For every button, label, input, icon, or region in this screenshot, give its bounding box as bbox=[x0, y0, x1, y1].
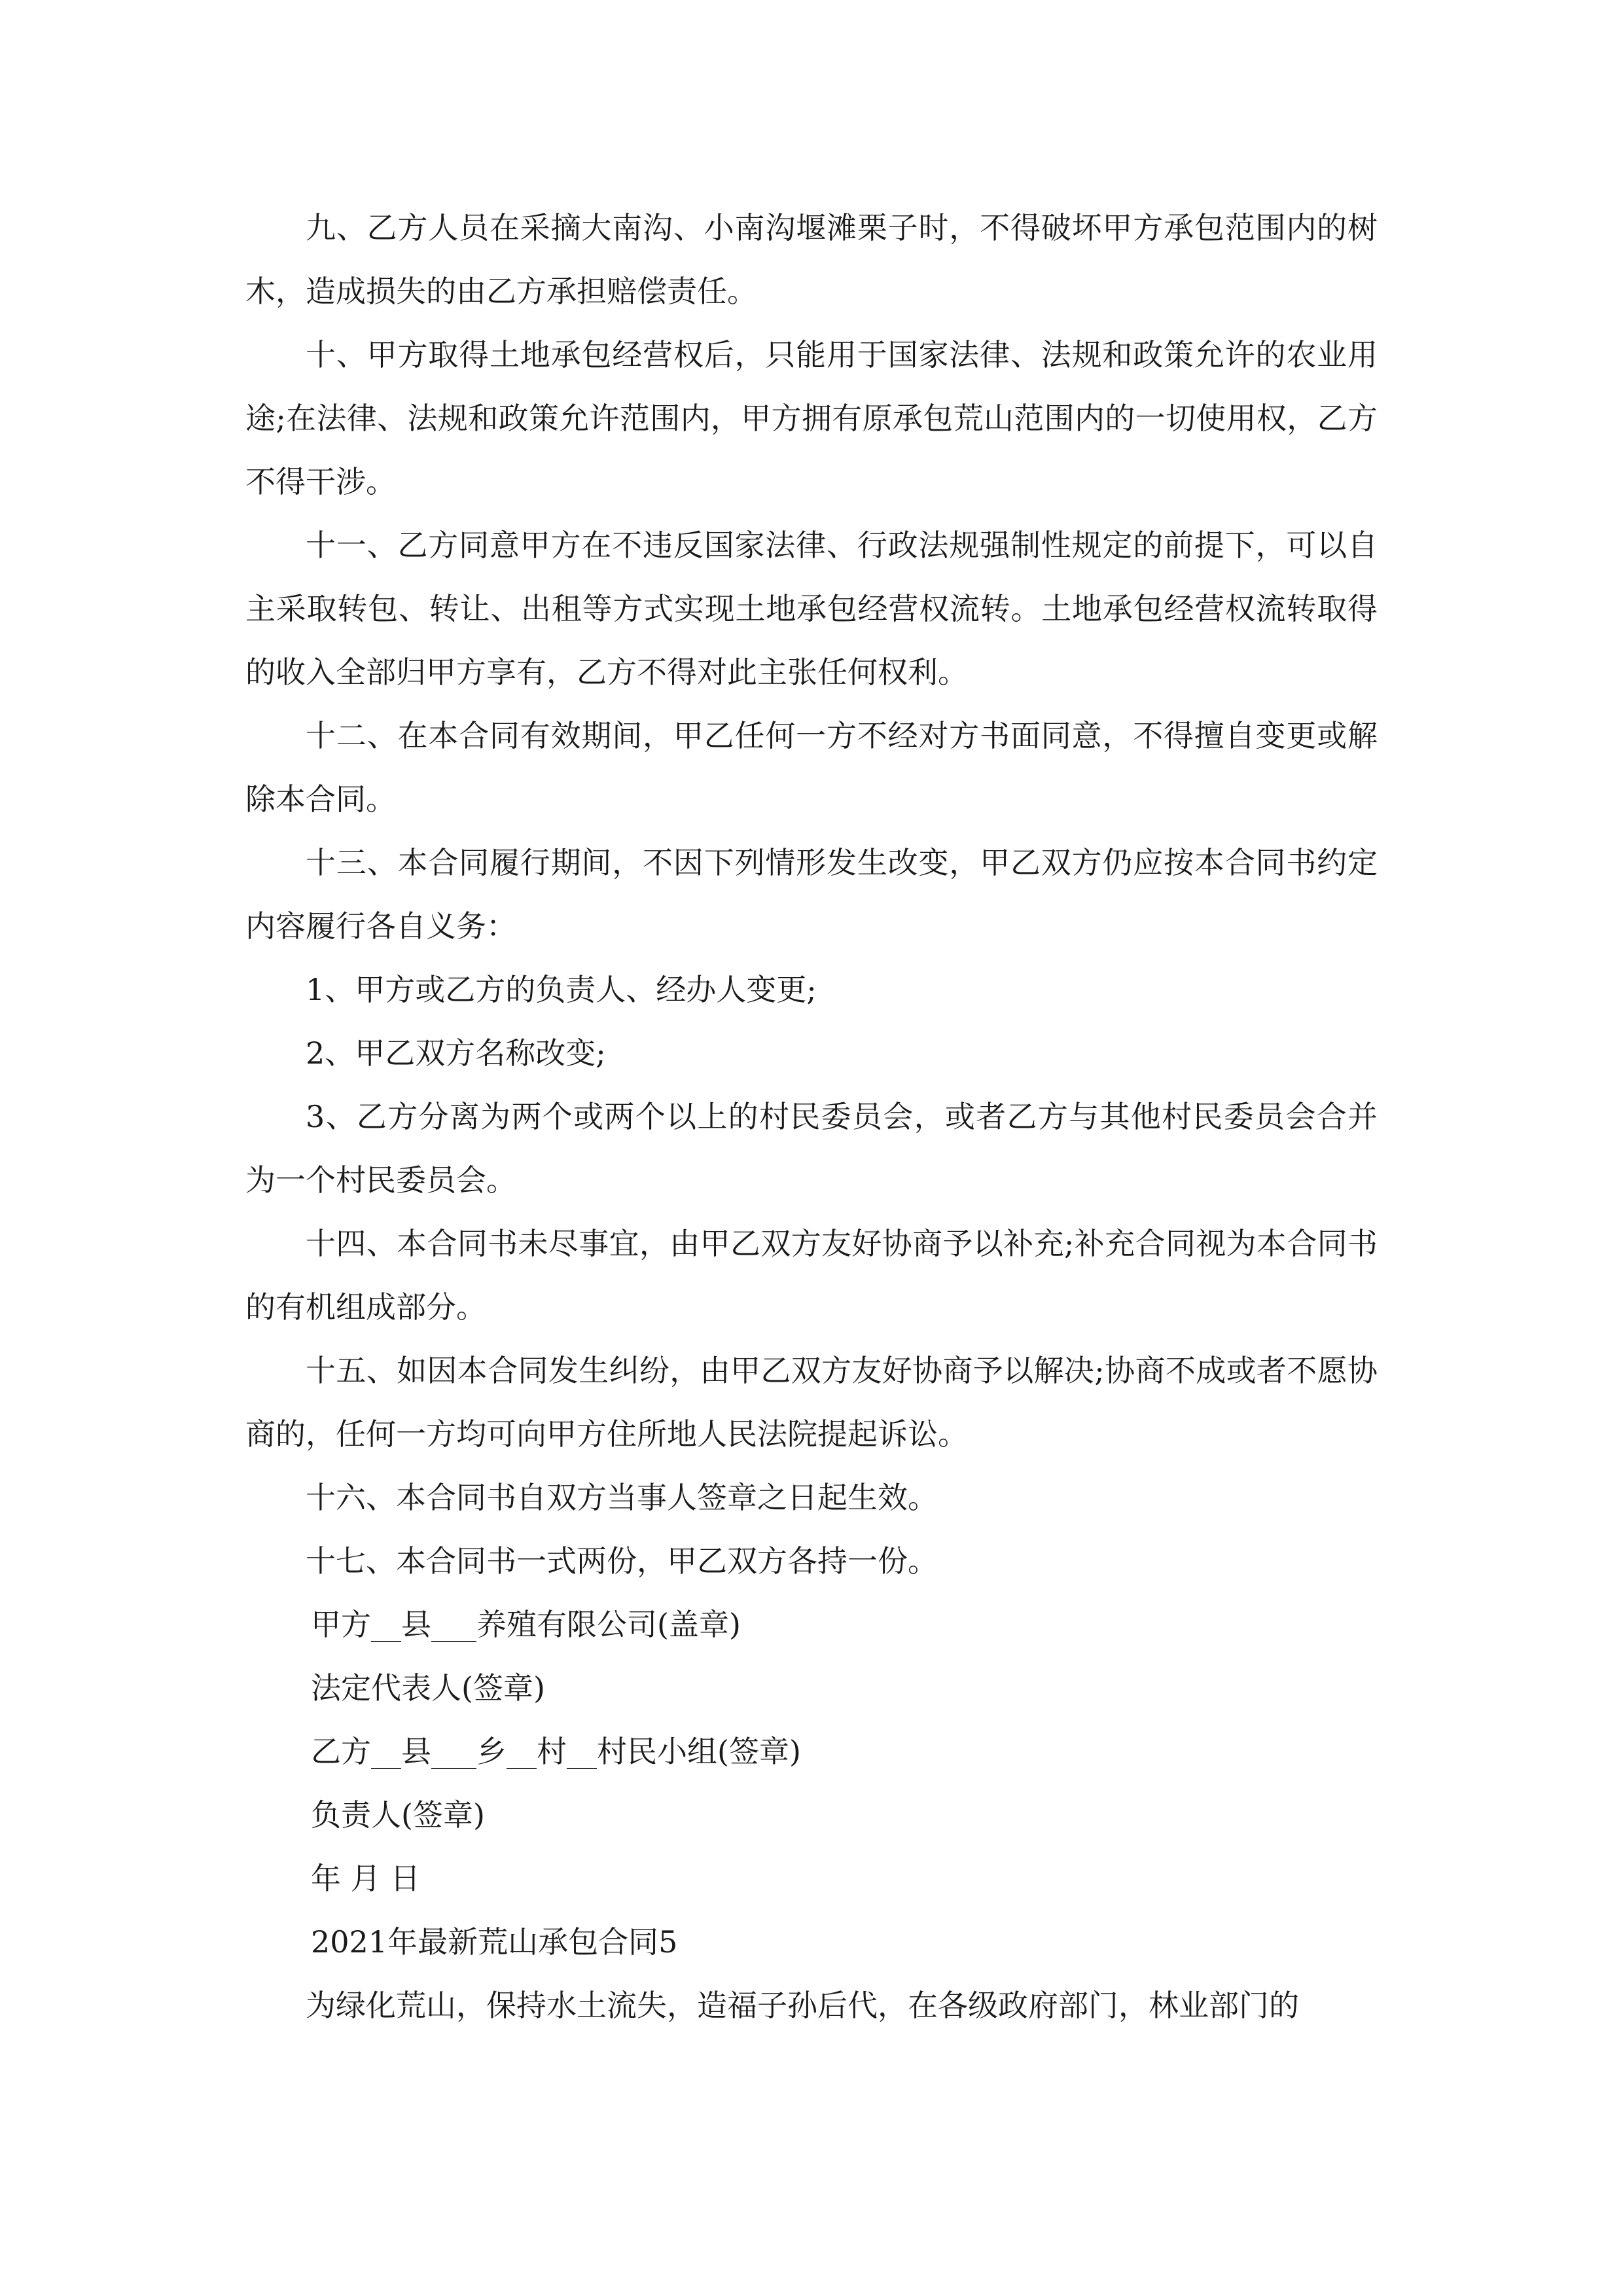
party-b-line: 乙方__县___乡__村__村民小组(签章) bbox=[311, 1734, 801, 1769]
clause-13-item-1: 1、甲方或乙方的负责人、经办人变更; bbox=[306, 972, 817, 1007]
responsible-person-line: 负责人(签章) bbox=[311, 1797, 485, 1833]
party-a-line: 甲方__县___养殖有限公司(盖章) bbox=[311, 1607, 741, 1642]
next-contract-title: 2021年最新荒山承包合同5 bbox=[311, 1924, 678, 1960]
document-page bbox=[245, 196, 1378, 2037]
clause-13: 十三、本合同履行期间，不因下列情形发生改变，甲乙双方仍应按本合同书约定内容履行各自义务： bbox=[245, 845, 1378, 944]
clause-11: 十一、乙方同意甲方在不违反国家法律、行政法规强制性规定的前提下，可以自主采取转包、转让、出租等方式实现土地承包经营权流转。土地承包经营权流转取得的收入全部归甲方享有，乙方不得对此主张任何权利。 bbox=[245, 528, 1378, 690]
clause-16: 十六、本合同书自双方当事人签章之日起生效。 bbox=[306, 1480, 938, 1515]
contract-5-intro: 为绿化荒山，保持水土流失，造福子孙后代，在各级政府部门，林业部门的 bbox=[306, 1988, 1299, 2023]
legal-representative-line: 法定代表人(签章) bbox=[311, 1670, 545, 1706]
date-line: 年 月 日 bbox=[311, 1861, 421, 1896]
clause-10: 十、甲方取得土地承包经营权后，只能用于国家法律、法规和政策允许的农业用途;在法律、法规和政策允许范围内，甲方拥有原承包荒山范围内的一切使用权，乙方不得干涉。 bbox=[245, 337, 1378, 499]
clause-13-item-3: 3、乙方分离为两个或两个以上的村民委员会，或者乙方与其他村民委员会合并为一个村民委员会。 bbox=[245, 1099, 1378, 1198]
clause-14: 十四、本合同书未尽事宜，由甲乙双方友好协商予以补充;补充合同视为本合同书的有机组成部分。 bbox=[245, 1226, 1378, 1325]
clause-15: 十五、如因本合同发生纠纷，由甲乙双方友好协商予以解决;协商不成或者不愿协商的，任何一方均可向甲方住所地人民法院提起诉讼。 bbox=[245, 1353, 1378, 1452]
clause-9: 九、乙方人员在采摘大南沟、小南沟堰滩栗子时，不得破坏甲方承包范围内的树木，造成损失的由乙方承担赔偿责任。 bbox=[245, 210, 1378, 309]
clause-17: 十七、本合同书一式两份，甲乙双方各持一份。 bbox=[306, 1543, 938, 1579]
clause-12: 十二、在本合同有效期间，甲乙任何一方不经对方书面同意，不得擅自变更或解除本合同。 bbox=[245, 718, 1378, 817]
clause-13-item-2: 2、甲乙双方名称改变; bbox=[306, 1035, 606, 1071]
